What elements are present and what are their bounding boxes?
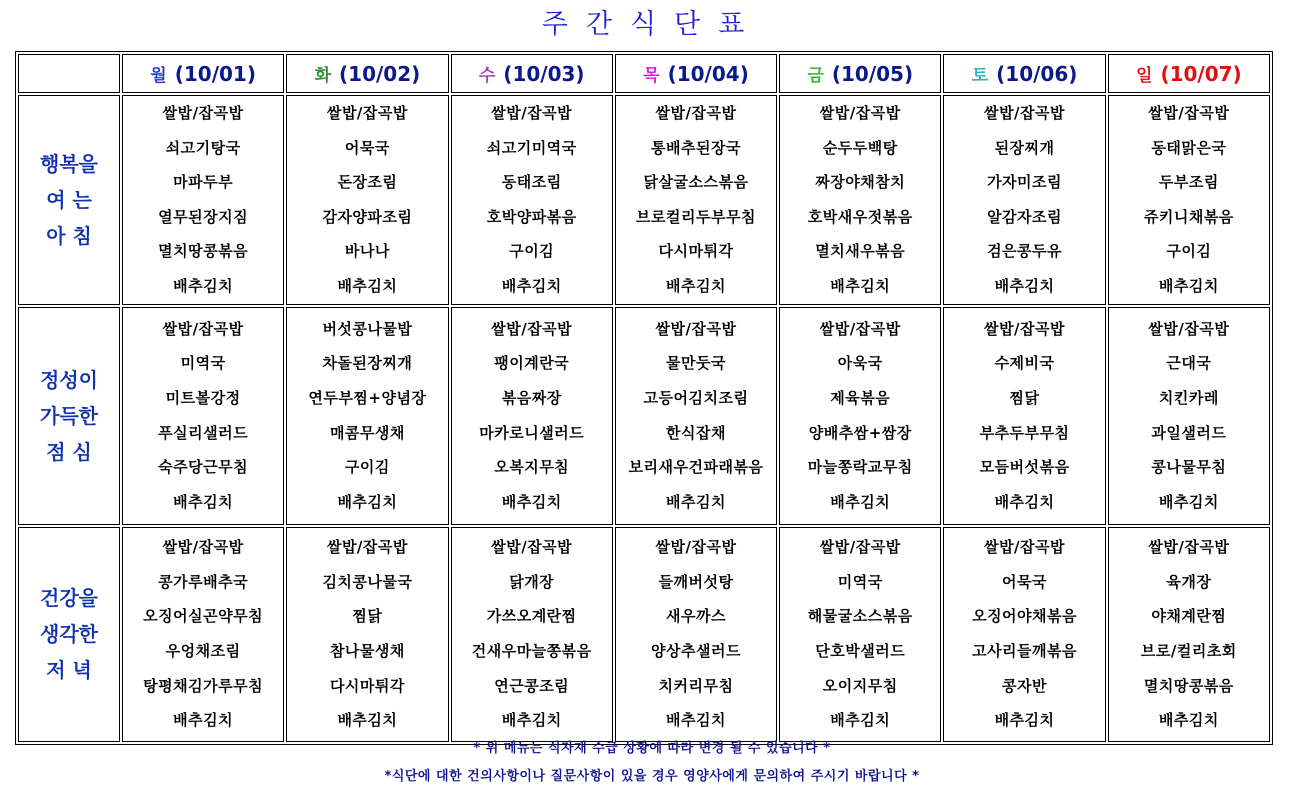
- dish-item: 두부조림: [1158, 173, 1219, 192]
- dish-list: [944, 96, 1104, 304]
- dish-item: 모듬버섯볶음: [979, 458, 1070, 477]
- dish-item: 콩가루배추국: [158, 572, 249, 591]
- dish-list: [944, 312, 1104, 520]
- dish-item: 구이김: [509, 242, 555, 261]
- menu-cell: [615, 307, 777, 525]
- dish-item: 단호박샐러드: [815, 642, 906, 661]
- dish-list: [780, 96, 940, 304]
- dish-item: 검은콩두유: [987, 242, 1063, 261]
- dish-item: 탕평채김가루무침: [143, 676, 264, 695]
- dish-item: 고등어김치조림: [643, 388, 749, 407]
- dish-item: 미트볼강정: [165, 388, 241, 407]
- menu-cell: [943, 307, 1105, 525]
- dish-item: 쌀밥/잡곡밥: [819, 538, 901, 557]
- dish-item: 다시마튀각: [658, 242, 734, 261]
- menu-cell: [122, 95, 284, 305]
- dish-item: 치커리무침: [658, 676, 734, 695]
- dish-item: 제육볶음: [830, 388, 891, 407]
- meal-label-line: 정성이: [40, 367, 98, 392]
- menu-cell: [943, 95, 1105, 305]
- dish-item: 배추김치: [994, 711, 1055, 730]
- dish-item: 숙주당근무침: [158, 458, 249, 477]
- dish-item: 팽이계란국: [494, 354, 570, 373]
- menu-cell: [451, 307, 613, 525]
- dish-item: 참나물생채: [329, 642, 405, 661]
- dish-item: 쇠고기미역국: [486, 138, 577, 157]
- dish-list: [1109, 312, 1269, 520]
- dish-item: 쌀밥/잡곡밥: [1148, 319, 1230, 338]
- dish-item: 쌀밥/잡곡밥: [655, 538, 737, 557]
- dish-item: 멸치땅콩볶음: [1143, 676, 1234, 695]
- dish-item: 호박양파볶음: [486, 207, 577, 226]
- day-header-row: [18, 54, 1270, 93]
- dish-list: [123, 530, 283, 738]
- dish-list: [287, 530, 447, 738]
- day-char: 목: [643, 66, 660, 86]
- page-title: 주간식단표: [541, 9, 763, 40]
- dish-item: 수제비국: [994, 354, 1055, 373]
- menu-cell: [286, 95, 448, 305]
- dish-item: 돈장조림: [337, 173, 398, 192]
- dish-item: 김치콩나물국: [322, 572, 413, 591]
- meal-label-lunch: [18, 307, 120, 525]
- dish-item: 오복지무침: [494, 458, 570, 477]
- dish-item: 순두두백탕: [822, 138, 898, 157]
- menu-cell: [286, 527, 448, 742]
- menu-cell: [451, 527, 613, 742]
- dish-item: 쌀밥/잡곡밥: [162, 104, 244, 122]
- day-header-sun: [1108, 54, 1270, 93]
- dish-item: 쌀밥/잡곡밥: [984, 104, 1066, 122]
- dish-item: 호박새우젓볶음: [807, 207, 913, 226]
- corner-cell: [18, 54, 120, 93]
- dish-item: 버섯콩나물밥: [322, 319, 413, 338]
- dish-item: 쥬키니채볶음: [1143, 207, 1234, 226]
- dish-list: [616, 96, 776, 304]
- dish-item: 야채계란찜: [1151, 607, 1227, 626]
- dish-list: [452, 530, 612, 738]
- dish-item: 오징어실곤약무침: [143, 607, 264, 626]
- dish-item: 쌀밥/잡곡밥: [491, 538, 573, 557]
- dish-item: 쌀밥/잡곡밥: [162, 538, 244, 557]
- dish-item: 감자양파조림: [322, 207, 413, 226]
- dish-item: 연근콩조림: [494, 676, 570, 695]
- meal-label-line: 가득한: [40, 403, 98, 428]
- day-date: (10/05): [831, 62, 914, 86]
- dish-list: [616, 312, 776, 520]
- dish-item: 배추김치: [501, 711, 562, 730]
- dish-item: 배추김치: [994, 276, 1055, 295]
- dish-item: 된장찌개: [994, 138, 1055, 157]
- dish-item: 물만둣국: [666, 354, 726, 373]
- dish-item: 쌀밥/잡곡밥: [1148, 104, 1230, 122]
- dish-item: 마카로니샐러드: [479, 423, 585, 442]
- dish-item: 배추김치: [666, 711, 726, 730]
- day-date: (10/02): [339, 62, 421, 86]
- day-header-mon: [122, 54, 284, 93]
- dish-item: 바나나: [344, 242, 390, 261]
- dish-item: 양배추쌈+쌈장: [808, 423, 912, 442]
- day-date: (10/07): [1160, 62, 1242, 86]
- dish-item: 배추김치: [337, 711, 398, 730]
- meal-label-line: 점 심: [46, 439, 92, 464]
- dish-list: [944, 530, 1104, 738]
- dish-item: 마늘쫑락교무침: [807, 458, 913, 477]
- dish-list: [287, 96, 447, 304]
- dish-item: 치킨카레: [1158, 388, 1219, 407]
- dish-item: 쌀밥/잡곡밥: [162, 319, 244, 338]
- dish-item: 쌀밥/잡곡밥: [326, 538, 408, 557]
- day-char: 월: [150, 66, 167, 86]
- day-date: (10/01): [174, 62, 256, 86]
- meal-row-dinner: [18, 527, 1270, 742]
- menu-cell: [1108, 95, 1270, 305]
- dish-item: 볶음짜장: [501, 388, 562, 407]
- dish-item: 마파두부: [173, 173, 234, 192]
- dish-item: 어묵국: [1002, 572, 1048, 591]
- dish-item: 찜닭: [352, 607, 383, 626]
- dish-item: 배추김치: [830, 711, 891, 730]
- dish-item: 새우까스: [666, 607, 726, 626]
- dish-item: 짜장야채참치: [815, 173, 906, 192]
- dish-item: 구이김: [1166, 242, 1212, 261]
- dish-item: 부추두부무침: [979, 423, 1070, 442]
- day-header-thu: [615, 54, 777, 93]
- meal-label-line: 저 녁: [46, 658, 92, 683]
- dish-item: 쌀밥/잡곡밥: [655, 104, 737, 122]
- dish-list: [123, 96, 283, 304]
- dish-item: 배추김치: [173, 711, 234, 730]
- meal-label-dinner: [18, 527, 120, 742]
- dish-item: 알감자조림: [987, 207, 1063, 226]
- dish-item: 멸치땅콩볶음: [158, 242, 249, 261]
- dish-item: 우엉채조림: [165, 642, 241, 661]
- dish-item: 배추김치: [501, 276, 562, 295]
- dish-item: 오이지무침: [822, 676, 898, 695]
- dish-list: [123, 312, 283, 520]
- dish-item: 건새우마늘쫑볶음: [471, 642, 592, 661]
- notice-inquiry: *식단에 대한 건의사항이나 질문사항이 있을 경우 영양사에게 문의하여 주시기 바랍니다 *: [384, 769, 920, 784]
- dish-item: 배추김치: [337, 276, 398, 295]
- dish-item: 쌀밥/잡곡밥: [819, 319, 901, 338]
- meal-row-breakfast: [18, 95, 1270, 305]
- day-char: 금: [807, 66, 824, 86]
- menu-cell: [615, 95, 777, 305]
- menu-cell: [779, 527, 941, 742]
- dish-item: 배추김치: [173, 276, 234, 295]
- dish-item: 닭살굴소스볶음: [643, 173, 749, 192]
- dish-item: 가쓰오계란찜: [486, 607, 577, 626]
- dish-item: 쌀밥/잡곡밥: [655, 319, 737, 338]
- dish-item: 어묵국: [344, 138, 390, 157]
- day-header-wed: [451, 54, 613, 93]
- dish-item: 매콤무생채: [329, 423, 405, 442]
- dish-list: [780, 312, 940, 520]
- dish-item: 멸치새우볶음: [815, 242, 906, 261]
- menu-cell: [943, 527, 1105, 742]
- dish-item: 배추김치: [173, 492, 234, 511]
- meal-label-line: 생각한: [40, 622, 98, 647]
- meal-label-line: 아 침: [46, 223, 92, 248]
- dish-item: 쌀밥/잡곡밥: [491, 104, 573, 122]
- dish-item: 미역국: [837, 572, 883, 591]
- dish-item: 닭개장: [509, 572, 555, 591]
- dish-item: 오징어야채볶음: [972, 607, 1078, 626]
- day-date: (10/03): [503, 62, 585, 86]
- dish-item: 동태맑은국: [1151, 138, 1227, 157]
- dish-item: 고사리들깨볶음: [972, 642, 1078, 661]
- meal-label-line: 행복을: [40, 151, 98, 176]
- dish-item: 들깨버섯탕: [658, 572, 734, 591]
- dish-list: [452, 312, 612, 520]
- weekly-menu-table: [15, 51, 1273, 745]
- dish-list: [616, 530, 776, 738]
- dish-item: 구이김: [344, 458, 390, 477]
- menu-cell: [779, 307, 941, 525]
- dish-item: 콩자반: [1002, 676, 1048, 695]
- dish-item: 보리새우건파래볶음: [628, 458, 764, 477]
- day-date: (10/04): [667, 62, 749, 86]
- dish-item: 배추김치: [994, 492, 1055, 511]
- dish-item: 배추김치: [1158, 492, 1219, 511]
- dish-item: 쌀밥/잡곡밥: [326, 104, 408, 122]
- dish-item: 통배추된장국: [651, 138, 741, 157]
- menu-cell: [615, 527, 777, 742]
- dish-item: 브로/컬리초회: [1140, 642, 1237, 661]
- dish-list: [780, 530, 940, 738]
- dish-item: 배추김치: [1158, 711, 1219, 730]
- menu-cell: [286, 307, 448, 525]
- dish-item: 배추김치: [666, 492, 726, 511]
- dish-item: 배추김치: [1158, 276, 1219, 295]
- dish-item: 콩나물무침: [1151, 458, 1227, 477]
- dish-item: 연두부찜+양념장: [308, 388, 427, 407]
- dish-item: 다시마튀각: [329, 676, 405, 695]
- dish-item: 푸실리샐러드: [158, 423, 249, 442]
- meal-label-line: 건강을: [40, 586, 98, 611]
- dish-item: 양상추샐러드: [651, 642, 741, 661]
- dish-item: 해물굴소스볶음: [807, 607, 913, 626]
- dish-list: [1109, 530, 1269, 738]
- dish-item: 배추김치: [337, 492, 398, 511]
- dish-item: 동태조림: [501, 173, 562, 192]
- meal-label-breakfast: [18, 95, 120, 305]
- meal-row-lunch: [18, 307, 1270, 525]
- dish-item: 쌀밥/잡곡밥: [1148, 538, 1230, 557]
- menu-cell: [1108, 527, 1270, 742]
- dish-item: 근대국: [1166, 354, 1212, 373]
- menu-cell: [122, 307, 284, 525]
- dish-item: 육개장: [1166, 572, 1212, 591]
- dish-item: 가자미조림: [987, 173, 1063, 192]
- dish-list: [287, 312, 447, 520]
- dish-item: 쌀밥/잡곡밥: [491, 319, 573, 338]
- dish-item: 브로컬리두부무침: [636, 207, 756, 226]
- dish-item: 배추김치: [830, 492, 891, 511]
- dish-item: 아욱국: [837, 354, 883, 373]
- dish-item: 미역국: [180, 354, 226, 373]
- dish-item: 배추김치: [666, 276, 726, 295]
- dish-list: [1109, 96, 1269, 304]
- meal-label-line: 여 는: [46, 187, 92, 212]
- day-char: 화: [314, 66, 332, 86]
- notice-change: * 위 메뉴는 식자재 수급 상황에 따라 변경 될 수 있습니다 *: [473, 741, 831, 756]
- menu-cell: [1108, 307, 1270, 525]
- dish-item: 한식잡채: [666, 423, 726, 442]
- menu-cell: [451, 95, 613, 305]
- menu-cell: [779, 95, 941, 305]
- dish-item: 배추김치: [501, 492, 562, 511]
- dish-item: 열무된장지짐: [158, 207, 249, 226]
- day-char: 수: [478, 66, 496, 86]
- day-header-tue: [286, 54, 448, 93]
- day-header-fri: [779, 54, 941, 93]
- dish-item: 쌀밥/잡곡밥: [819, 104, 901, 122]
- day-char: 일: [1136, 66, 1153, 86]
- menu-cell: [122, 527, 284, 742]
- day-char: 토: [971, 66, 989, 86]
- dish-item: 차돌된장찌개: [322, 354, 413, 373]
- dish-item: 과일샐러드: [1151, 423, 1227, 442]
- dish-item: 쌀밥/잡곡밥: [984, 538, 1066, 557]
- day-date: (10/06): [996, 62, 1078, 86]
- dish-item: 찜닭: [1009, 388, 1040, 407]
- day-header-sat: [943, 54, 1105, 93]
- dish-item: 배추김치: [830, 276, 891, 295]
- dish-item: 쇠고기탕국: [165, 138, 241, 157]
- dish-list: [452, 96, 612, 304]
- dish-item: 쌀밥/잡곡밥: [984, 319, 1066, 338]
